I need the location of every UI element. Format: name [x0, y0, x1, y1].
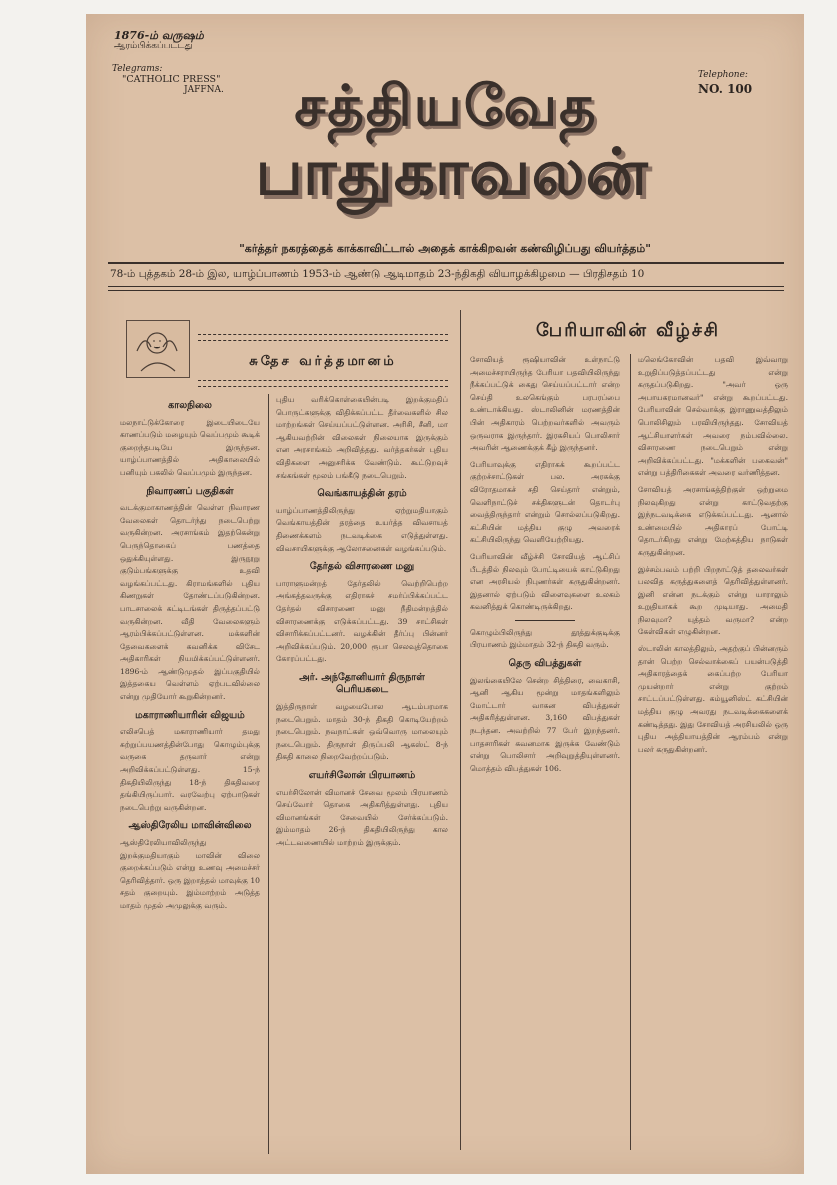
- section-title-local-news: சுதேச வர்த்தமானம்: [249, 354, 397, 369]
- weather-heading: காலநிலை: [168, 400, 212, 411]
- beria-paragraph-3: பேரியாவின் வீழ்ச்சி சோவியத் ஆட்சிப் பீடத்தில் நிலவும் போட்டியைக் காட்டுகிறது என அரசியல் நிபுணர்கள் கருதுகின்றனர். இதனால் ஏற்படும் விளைவுகளை உலகம் கவனித்துக் கொண்டிருக்கிறது.: [470, 551, 620, 612]
- newspaper-page: [86, 14, 804, 1174]
- weather-paragraph: மலநாட்டுக்கோரை இடையிடையே காணப்படும் மழையும் வெப்பமும் கூடிக் குறைந்தபடியே இருந்தன. யாழ்ப்பாணத்தில் அதிகாலையில் பனியும் பகலில் வெப்பமும் இருந்தன.: [120, 417, 260, 477]
- column-2: [276, 394, 448, 854]
- queen-visit-heading: மகாராணியாரின் விஜயம்: [135, 709, 245, 721]
- column-divider-3: [630, 354, 631, 1150]
- onion-paragraph: யாழ்ப்பாணத்திலிருந்து ஏற்றுமதியாகும் வெங்காயத்தின் தரத்தை உயர்த்த விவசாயத் திணைக்களம் நடவடிக்கை எடுத்துள்ளது. விவசாயிகளுக்கு ஆலோசனைகள் வழங்கப்படும்.: [276, 505, 448, 553]
- relief-paragraph: வடக்குமாகாணத்தின் வெள்ள நிவாரண வேலைகள் தொடர்ந்து நடைபெற்று வருகின்றன. அரசாங்கம் இதற்கென்று பெருந்தொகைப் பணத்தை ஒதுக்கியுள்ளது. இருநூறு குடும்பங்களுக்கு உதவி வழங்கப்பட்டது. கிராமங்களில் புதிய கிணறுகள் தோண்டப்படுகின்றன. பாடசாலைக் கட்டிடங்கள் திருத்தப்பட்டு வருகின்றன. வீதி வேலைகளும் ஆரம்பிக்கப்பட்டுள்ளன. மக்களின் தேவைகளைக் கவனிக்க விசேட அதிகாரிகள் நியமிக்கப்பட்டுள்ளனர். 1896-ம் ஆண்டுமுதல் இப்பகுதியில் இத்தகைய வெள்ளம் ஏற்படவில்லை என்று முதியோர் கூறுகின்றனர்.: [120, 503, 260, 702]
- section-banner-top-2: [198, 340, 448, 341]
- tax-paragraph: புதிய வரிக்கொள்கையின்படி இறக்குமதிப் பொருட்களுக்கு விதிக்கப்பட்ட தீர்வைகளில் சில மாற்றங்கள் செய்யப்பட்டுள்ளன. அரிசி, சீனி, மா ஆகியவற்றின் விலைகள் நிலையாக இருக்கும் என அரசாங்கம் அறிவித்தது. வர்த்தகர்கள் புதிய விதிகளை அனுசரிக்க வேண்டும். கூட்டுறவுச் சங்கங்கள் மூலம் பங்கீடு நடைபெறும்.: [276, 395, 448, 480]
- telegrams-value: "CATHOLIC PRESS": [122, 74, 221, 85]
- telephone-label: Telephone:: [698, 70, 748, 80]
- telegrams-city: JAFFNA.: [184, 85, 224, 95]
- telegrams-block: [112, 64, 224, 95]
- telephone-block: [698, 70, 752, 96]
- feast-heading: அர். அந்தோனியார் திருநாள் பெரியகடை: [299, 671, 425, 696]
- telephone-number: NO. 100: [698, 82, 753, 96]
- flour-price-heading: ஆஸ்திரேலிய மாவின்விலை: [128, 820, 252, 832]
- masthead-title-line1: சத்தியவேத: [294, 74, 598, 139]
- dateline-top-rule: [108, 262, 784, 264]
- road-accidents-paragraph: இலங்கையிலே சென்ற சித்திரை, வைகாசி, ஆனி ஆகிய மூன்று மாதங்களிலும் மோட்டார் வாகன விபத்துகள் அதிகரித்துள்ளன. 3,160 விபத்துகள் நடந்தன. அவற்றில் 77 பேர் இறந்தனர். பாதசாரிகள் கவனமாக இருக்க வேண்டும் என்று பொலிசார் அறிவுறுத்தியுள்ளனர். மொத்தம் விபத்துகள் 106.: [470, 675, 620, 773]
- beria-cont-paragraph-1: மலெங்கோவின் பதவி இவ்வாறு உறுதிப்படுத்தப்பட்டது என்று கருதப்படுகிறது. "அவர் ஒரு அபாயகரமானவர்" என்று கூறப்பட்டது. பேரியாவின் செல்வாக்கு இராணுவத்திலும் பொலிசிலும் பரவியிருந்தது. சோவியத் ஆட்சியாளர்கள் அவரை நம்பவில்லை. விசாரணை நடைபெறும் என்று அறிவிக்கப்பட்டது. "மக்களின் பகைவன்" என்று பத்திரிகைகள் அவரை வர்ணித்தன.: [638, 355, 788, 478]
- travel-note: கொழும்பிலிருந்து தூத்துக்குடிக்கு பிரயாணம் இம்மாதம் 32-ந் திகதி வரும்.: [470, 627, 620, 650]
- relief-heading: நிவாரணப் பகுதிகள்: [146, 485, 234, 497]
- dateline-bottom-rule-2: [108, 290, 784, 291]
- queen-visit-paragraph: எலிசபெத் மகாராணியார் தமது சுற்றுப்பயணத்தின்போது கொழும்புக்கு வருகை தருவார் என்று அறிவிக்கப்பட்டுள்ளது. 15-ந் திகதியிலிருந்து 18-ந் திகதிவரை தங்கியிருப்பார். வரவேற்பு ஏற்பாடுகள் நடைபெற்று வருகின்றன.: [120, 727, 260, 812]
- beria-cont-paragraph-3: இச்சம்பவம் பற்றி பிறநாட்டுத் தலைவர்கள் பலவித கருத்துகளைத் தெரிவித்துள்ளனர். இனி என்ன நடக்கும் என்று யாராலும் உறுதியாகக் கூற முடியாது. அமைதி நிலவுமா? யுத்தம் வருமா? என்ற கேள்விகள் எழுகின்றன.: [638, 564, 788, 637]
- section-banner-bottom-2: [198, 386, 448, 387]
- column-divider-2: [460, 310, 461, 1150]
- beria-headline: பேரியாவின் வீழ்ச்சி: [536, 320, 720, 341]
- election-petition-paragraph: பாராளுமன்றத் தேர்தலில் வெற்றிபெற்ற அங்கத்தவருக்கு எதிராகச் சமர்ப்பிக்கப்பட்ட தேர்தல் விசாரணை மனு நீதிமன்றத்தில் விசாரணைக்கு எடுக்கப்பட்டது. 39 சாட்சிகள் விசாரிக்கப்பட்டனர். வழக்கின் தீர்ப்பு பின்னர் அறிவிக்கப்படும். 20,000 ரூபா செலவுத்தொகை கோரப்பட்டது.: [276, 578, 448, 664]
- cherub-illustration: [126, 320, 190, 378]
- column-3-rule: [515, 620, 575, 621]
- column-4: [638, 354, 788, 760]
- beria-paragraph-2: பேரியாவுக்கு எதிராகக் கூறப்பட்ட குற்றச்சாட்டுகள் பல. அரசுக்கு விரோதமாகச் சதி செய்தார் என்றும், வெளிநாட்டுச் சக்திகளுடன் தொடர்பு வைத்திருந்தார் என்றும் சொல்லப்படுகிறது. கட்சியின் மத்திய குழு அவரைக் கட்சியிலிருந்து வெளியேற்றியது.: [470, 459, 620, 545]
- section-banner-bottom: [198, 380, 448, 381]
- road-accidents-heading: தெரு விபத்துகள்: [508, 658, 582, 670]
- column-1: [120, 394, 260, 917]
- established-label: ஆரம்பிக்கப்பட்டது: [114, 41, 193, 51]
- election-petition-heading: தேர்தல் விசாரணை மனு: [309, 561, 415, 573]
- air-ceylon-heading: எயர்சிலோன் பிரயாணம்: [308, 770, 416, 782]
- column-3: [470, 354, 620, 779]
- beria-paragraph-1: சோவியத் ரூஷியாவின் உள்நாட்டு அமைச்சராயிருந்த பேரியா பதவியிலிருந்து நீக்கப்பட்டுக் கைது செய்யப்பட்டார் என்ற செய்தி உலகெங்கும் பரபரப்பை உண்டாக்கியது. ஸ்டாலினின் மரணத்தின் பின் அதிகாரம் பெற்றவர்களில் அவரும் ஒருவராக இருந்தார். இரகசியப் பொலிசார் அவரின் ஆணைக்குக் கீழ் இருந்தனர்.: [470, 355, 620, 453]
- dateline-bottom-rule: [108, 286, 784, 287]
- dateline: 78-ம் புத்தகம் 28-ம் இல, யாழ்ப்பாணம் 1953-ம் ஆண்டு ஆடிமாதம் 23-ந்திகதி வியாழக்கிழமை — பிரதிசதம் 10: [110, 268, 645, 280]
- beria-cont-paragraph-4: ஸ்டாலின் காலத்திலும், அதற்குப் பின்னரும் தான் பெற்ற செல்வாக்கைப் பயன்படுத்தி அதிகாரத்தைக் கைப்பற்ற பேரியா முயன்றார் என்று குற்றம் சாட்டப்பட்டுள்ளது. கம்யூனிஸ்ட் கட்சியின் மத்திய குழு அவரது நடவடிக்கைகளைக் கண்டித்தது. இது சோவியத் அரசியலில் ஒரு புதிய அத்தியாயத்தின் ஆரம்பம் என்று பலர் கருதுகின்றனர்.: [638, 644, 788, 754]
- beria-cont-paragraph-2: சோவியத் அரசாங்கத்திற்குள் ஒற்றுமை நிலவுகிறது என்று காட்டுவதற்கு இந்நடவடிக்கை எடுக்கப்பட்டது. ஆனால் உண்மையில் அதிகாரப் போட்டி தொடர்கிறது என்று மேற்கத்திய நாடுகள் கருதுகின்றன.: [638, 484, 788, 557]
- masthead-motto: "கர்த்தர் நகரத்தைக் காக்காவிட்டால் அதைக் காக்கிறவன் கண்விழிப்பது வியர்த்தம்": [239, 242, 651, 255]
- established-note: [114, 30, 204, 52]
- established-year: 1876-ம் வருஷம்: [114, 29, 204, 42]
- onion-heading: வெங்காயத்தின் தரம்: [317, 488, 407, 500]
- feast-paragraph: இத்திருநாள் வழமைபோல ஆடம்பரமாக நடைபெறும். மாதம் 30-ந் திகதி கொடியேற்றம் நடைபெறும். நவநாட்கள் ஒவ்வொரு மாலையும் நடைபெறும். திருநாள் திருப்பலி ஆகஸ்ட் 8-ந் திகதி காலை நிறைவேற்றப்படும்.: [276, 702, 448, 762]
- flour-price-paragraph: ஆஸ்திரேலியாவிலிருந்து இறக்குமதியாகும் மாவின் விலை குறைக்கப்படும் என்று உணவு அமைச்சர் தெரிவித்தார். ஒரு இறாத்தல் மாவுக்கு 10 சதம் குறையும். இம்மாற்றம் அடுத்த மாதம் முதல் அமுலுக்கு வரும்.: [120, 838, 260, 910]
- masthead-title-line2: பாதுகாவலன்: [255, 136, 649, 210]
- air-ceylon-paragraph: எயர்சிலோன் விமானச் சேவை மூலம் பிரயாணம் செய்வோர் தொகை அதிகரித்துள்ளது. புதிய விமானங்கள் சேவையில் சேர்க்கப்படும். இம்மாதம் 26-ந் திகதியிலிருந்து கால அட்டவணையில் மாற்றம் இருக்கும்.: [276, 787, 448, 847]
- telegrams-label: Telegrams:: [112, 64, 163, 74]
- column-divider-1: [268, 394, 269, 1154]
- section-banner-top: [198, 334, 448, 335]
